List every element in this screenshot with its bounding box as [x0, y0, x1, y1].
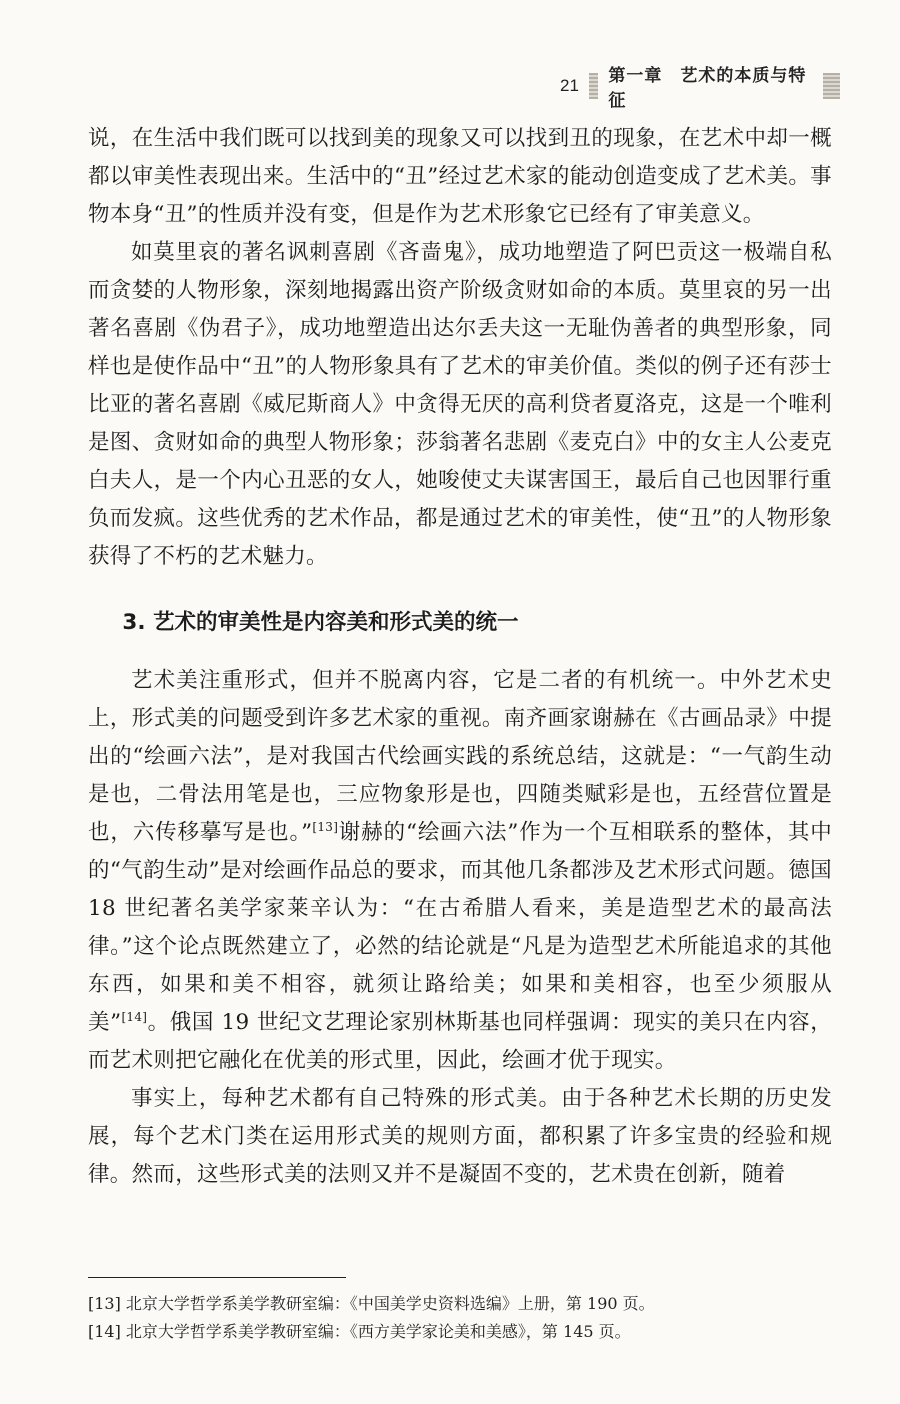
- footnote-14: [14] 北京大学哲学系美学教研室编：《西方美学家论美和美感》，第 145 页。: [88, 1322, 631, 1341]
- paragraph-3: [88, 662, 832, 1080]
- footnote-13: [13] 北京大学哲学系美学教研室编：《中国美学史资料选编》上册，第 190 页。: [88, 1294, 655, 1313]
- footnote-ref-13: [13]: [312, 820, 339, 834]
- header-bar-ornament: [589, 73, 598, 99]
- chapter-title: 第一章 艺术的本质与特征: [608, 66, 807, 111]
- body-text: [88, 120, 832, 1194]
- paragraph-4: 事实上，每种艺术都有自己特殊的形式美。由于各种艺术长期的历史发展，每个艺术门类在运用形式美的规则方面，都积累了许多宝贵的经验和规律。然而，这些形式美的法则又并不是凝固不变的，艺术贵在创新，随着: [88, 1086, 832, 1187]
- paragraph-3-part-c: 。俄国 19 世纪文艺理论家别林斯基也同样强调：现实的美只在内容，而艺术则把它融化在优美的形式里，因此，绘画才优于现实。: [88, 1010, 833, 1073]
- section-heading: 3. 艺术的审美性是内容美和形式美的统一: [122, 610, 519, 635]
- paragraph-2: 如莫里哀的著名讽刺喜剧《吝啬鬼》，成功地塑造了阿巴贡这一极端自私而贪婪的人物形象，深刻地揭露出资产阶级贪财如命的本质。莫里哀的另一出著名喜剧《伪君子》，成功地塑造出达尔丢夫这一无耻伪善者的典型形象，同样也是使作品中“丑”的人物形象具有了艺术的审美价值。类似的例子还有莎士比亚的著名喜剧《威尼斯商人》中贪得无厌的高利贷者夏洛克，这是一个唯利是图、贪财如命的典型人物形象；莎翁著名悲剧《麦克白》中的女主人公麦克白夫人，是一个内心丑恶的女人，她唆使丈夫谋害国王，最后自己也因罪行重负而发疯。这些优秀的艺术作品，都是通过艺术的审美性，使“丑”的人物形象获得了不朽的艺术魅力。: [88, 240, 832, 569]
- paragraph-3-part-a: 艺术美注重形式，但并不脱离内容，它是二者的有机统一。中外艺术史上，形式美的问题受到许多艺术家的重视。南齐画家谢赫在《古画品录》中提出的“绘画六法”，是对我国古代绘画实践的系统总结，这就是：“一气韵生动是也，二骨法用笔是也，三应物象形是也，四随类赋彩是也，五经营位置是也，六传移摹写是也。”: [88, 668, 832, 845]
- page-number: 21: [560, 76, 579, 95]
- footnotes: [88, 1290, 832, 1346]
- paragraph-1: 说，在生活中我们既可以找到美的现象又可以找到丑的现象，在艺术中却一概都以审美性表现出来。生活中的“丑”经过艺术家的能动创造变成了艺术美。事物本身“丑”的性质并没有变，但是作为艺术形象它已经有了审美意义。: [88, 126, 832, 227]
- footnote-separator: [88, 1277, 346, 1278]
- header-edge-ornament: [823, 73, 840, 99]
- footnote-ref-14: [14]: [121, 1010, 148, 1024]
- running-head: [560, 66, 840, 111]
- paragraph-3-part-b: 谢赫的“绘画六法”作为一个互相联系的整体，其中的“气韵生动”是对绘画作品总的要求，而其他几条都涉及艺术形式问题。德国 18 世纪著名美学家莱辛认为：“在古希腊人看来，美是造型艺术的最高法律。”这个论点既然建立了，必然的结论就是“凡是为造型艺术所能追求的其他东西，如果和美不相容，就须让路给美；如果和美相容，也至少须服从美”: [88, 820, 832, 1035]
